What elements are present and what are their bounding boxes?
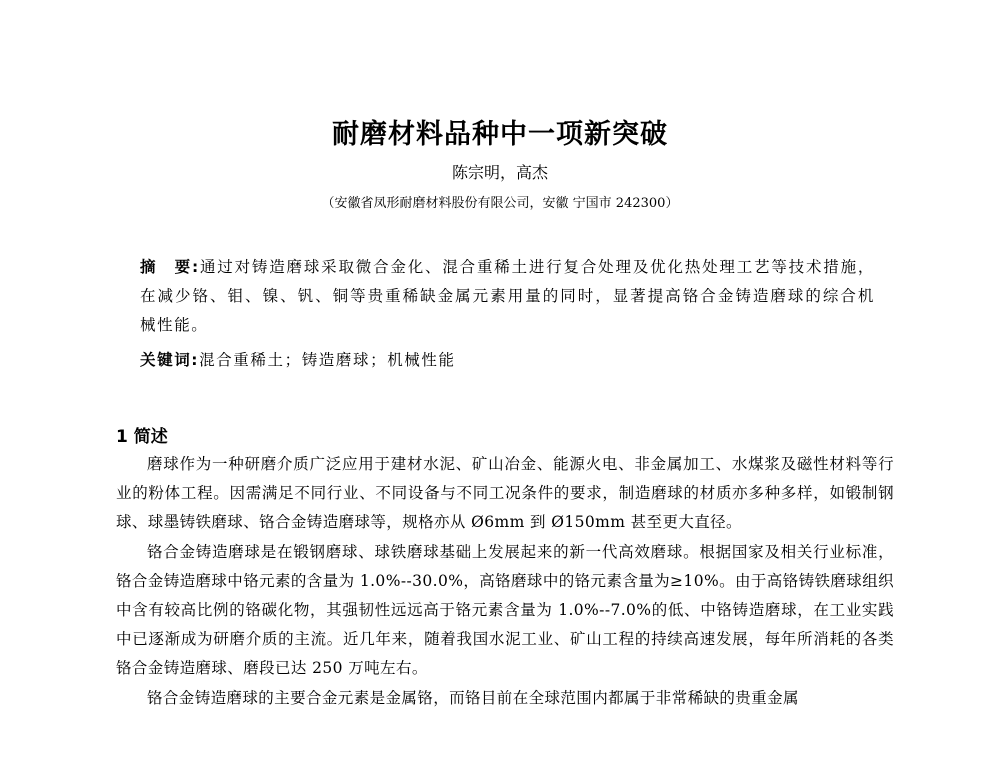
keywords-block [140,346,875,375]
abstract-text: 通过对铸造磨球采取微合金化、混合重稀土进行复合处理及优化热处理工艺等技术措施，在减少铬、钼、镍、钒、铜等贵重稀缺金属元素用量的同时，显著提高铬合金铸造磨球的综合机械性能。 [140,258,875,334]
section-heading: 1 简述 [116,427,168,447]
abstract-block [140,253,875,340]
keywords-label: 关键词: [140,351,200,369]
paper-affiliation: （安徽省凤形耐磨材料股份有限公司，安徽 宁国市 242300） [321,196,679,211]
keywords-text: 混合重稀土；铸造磨球；机械性能 [199,351,456,369]
paper-authors: 陈宗明，高杰 [451,163,548,182]
abstract-label: 摘 要: [140,258,200,276]
body-paragraph: 铬合金铸造磨球是在锻钢磨球、球铁磨球基础上发展起来的新一代高效磨球。根据国家及相关行业标准，铬合金铸造磨球中铬元素的含量为 1.0%--30.0%，高铬磨球中的铬元素含量为≥10%。由于高铬铸铁磨球组织中含有较高比例的铬碳化物，其强韧性远远高于铬元素含量为 1.0%--7.0%的低、中铬铸造磨球，在工业实践中已逐渐成为研磨介质的主流。近几年来，随着我国水泥工业、矿山工程的持续高速发展，每年所消耗的各类铬合金铸造磨球、磨段已达 250 万吨左右。 [116,542,894,678]
section-body [116,450,894,713]
paper-title: 耐磨材料品种中一项新突破 [332,119,668,150]
body-paragraph: 磨球作为一种研磨介质广泛应用于建材水泥、矿山冶金、能源火电、非金属加工、水煤浆及磁性材料等行业的粉体工程。因需满足不同行业、不同设备与不同工况条件的要求，制造磨球的材质亦多种多样，如锻制钢球、球墨铸铁磨球、铬合金铸造磨球等，规格亦从 Ø6mm 到 Ø150mm 甚至更大直径。 [116,455,894,532]
body-paragraph: 铬合金铸造磨球的主要合金元素是金属铬，而铬目前在全球范围内都属于非常稀缺的贵重金属 [147,688,799,707]
